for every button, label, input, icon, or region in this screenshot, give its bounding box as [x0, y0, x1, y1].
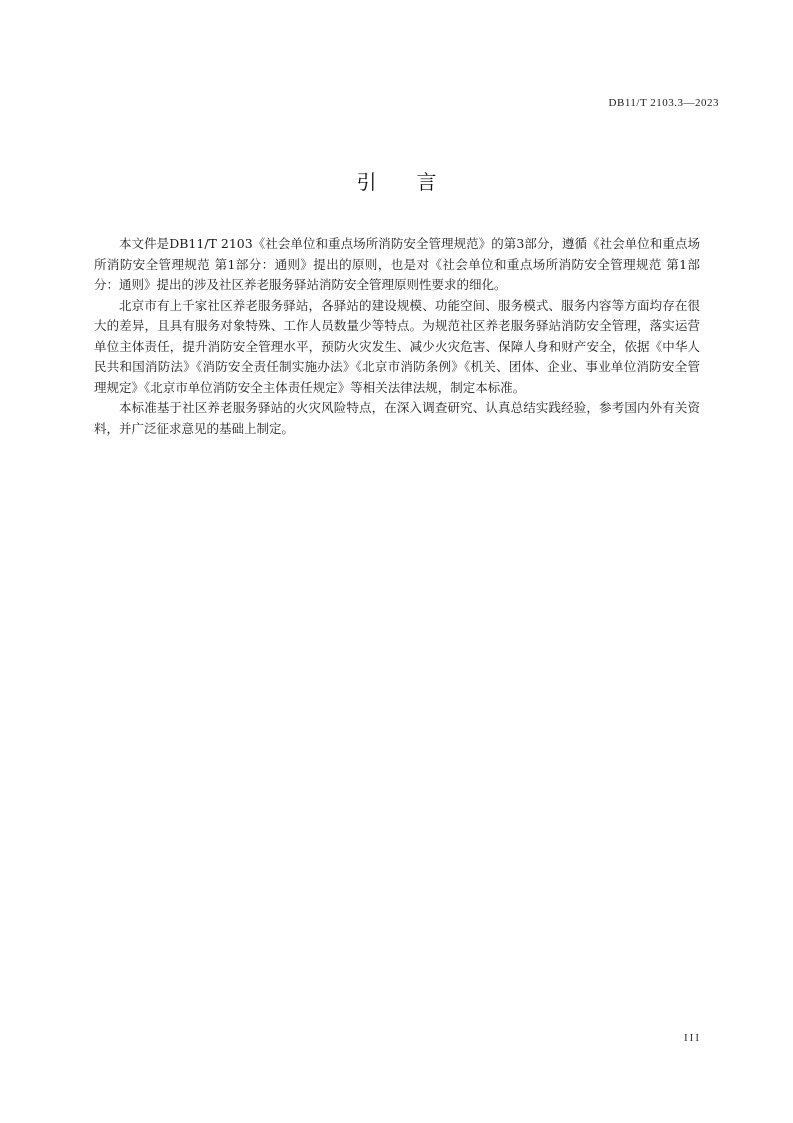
paragraph: 本标准基于社区养老服务驿站的火灾风险特点，在深入调查研究、认真总结实践经验，参考国内外有关资料，并广泛征求意见的基础上制定。 — [94, 400, 700, 436]
page-title: 引言 — [356, 170, 477, 194]
document-code: DB11/T 2103.3—2023 — [608, 97, 719, 109]
page-number: III — [684, 1032, 701, 1044]
paragraph: 北京市有上千家社区养老服务驿站，各驿站的建设规模、功能空间、服务模式、服务内容等方面均存在很大的差异，且具有服务对象特殊、工作人员数量少等特点。为规范社区养老服务驿站消防安全管理，落实运营单位主体责任，提升消防安全管理水平，预防火灾发生、减少火灾危害、保障人身和财产安全，依据《中华人民共和国消防法》《消防安全责任制实施办法》《北京市消防条例》《机关、团体、企业、事业单位消防安全管理规定》《北京市单位消防安全主体责任规定》等相关法律法规，制定本标准。 — [94, 297, 700, 395]
body-text — [94, 234, 700, 439]
paragraph: 本文件是DB11/T 2103《社会单位和重点场所消防安全管理规范》的第3部分，遵循《社会单位和重点场所消防安全管理规范 第1部分：通则》提出的原则，也是对《社会单位和重点场所消防安全管理规范 第1部分：通则》提出的涉及社区养老服务驿站消防安全管理原则性要求的细化。 — [94, 236, 700, 292]
